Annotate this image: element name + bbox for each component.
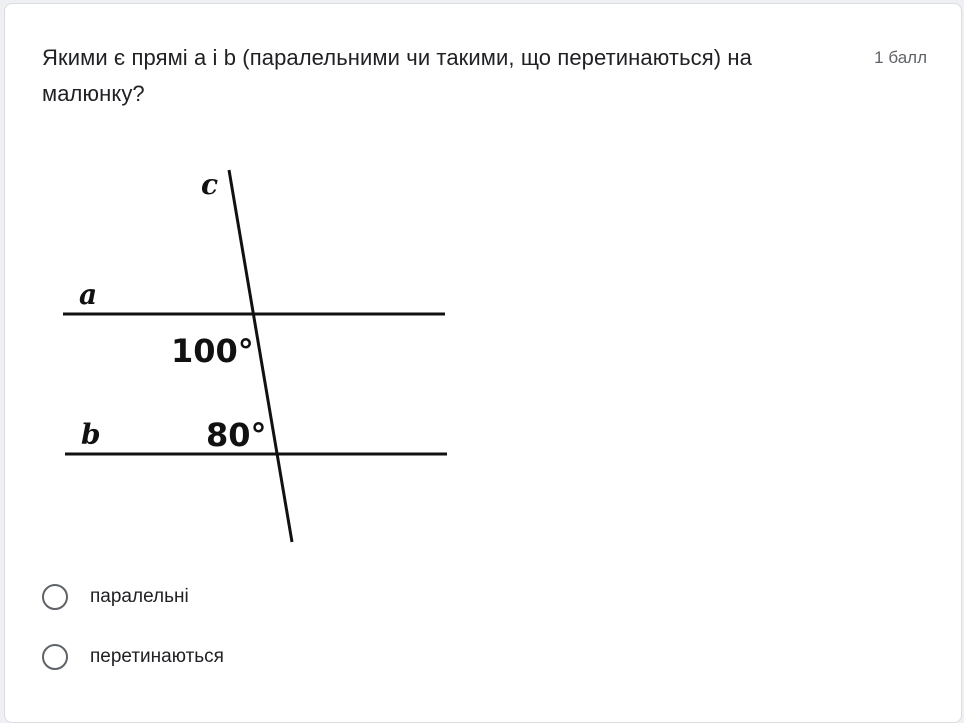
option-label: перетинаються (90, 646, 224, 667)
geometry-figure-svg (59, 164, 459, 554)
geometry-figure (59, 164, 459, 554)
label-a: a (79, 278, 98, 311)
angle-lower-label: 80° (206, 416, 267, 454)
question-title: Якими є прямі a і b (паралельними чи такими, що перетинаються) на малюнку? (42, 45, 752, 106)
points-badge: 1 балл (874, 48, 927, 67)
label-b: b (81, 418, 101, 451)
option-intersect[interactable] (42, 642, 224, 672)
option-label: паралельні (90, 586, 189, 607)
radio-button[interactable] (42, 584, 68, 610)
radio-button[interactable] (42, 644, 68, 670)
label-c: c (201, 168, 219, 201)
answer-options (42, 582, 224, 702)
angle-upper-label: 100° (171, 332, 254, 370)
option-parallel[interactable] (42, 582, 224, 612)
question-card (4, 3, 962, 723)
